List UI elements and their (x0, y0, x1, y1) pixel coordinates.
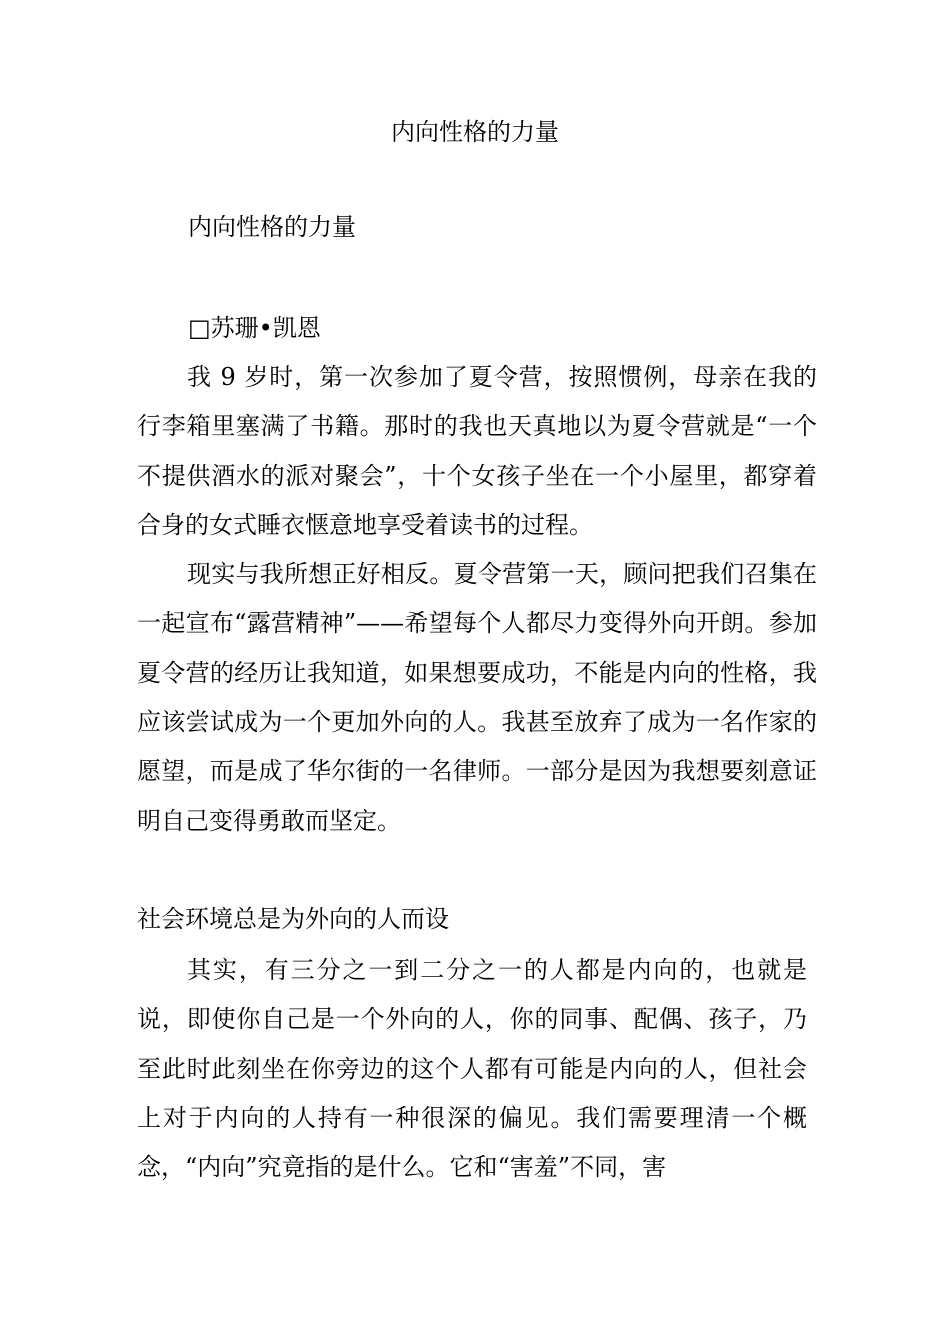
intro-body (137, 353, 817, 846)
document-subtitle: 内向性格的力量 (188, 213, 356, 241)
section-body (137, 946, 807, 1192)
paragraph: 其实，有三分之一到二分之一的人都是内向的，也就是说，即使你自己是一个外向的人，你的同事、配偶、孩子，乃至此时此刻坐在你旁边的这个人都有可能是内向的人，但社会上对于内向的人持有一种很深的偏见。我们需要理清一个概念，“内向”究竟指的是什么。它和“害羞”不同，害 (137, 956, 807, 1182)
paragraph: 我 9 岁时，第一次参加了夏令营，按照惯例，母亲在我的行李箱里塞满了书籍。那时的我也天真地以为夏令营就是“一个不提供酒水的派对聚会”，十个女孩子坐在一个小屋里，都穿着合身的女式睡衣惬意地享受着读书的过程。 (137, 363, 817, 539)
author-line: □苏珊•凯恩 (188, 314, 321, 342)
paragraph: 现实与我所想正好相反。夏令营第一天，顾问把我们召集在一起宣布“露营精神”——希望每个人都尽力变得外向开朗。参加夏令营的经历让我知道，如果想要成功，不能是内向的性格，我应该尝试成为一个更加外向的人。我甚至放弃了成为一名作家的愿望，而是成了华尔街的一名律师。一部分是因为我想要刻意证明自己变得勇敢而坚定。 (137, 560, 817, 835)
section-heading: 社会环境总是为外向的人而设 (137, 905, 449, 933)
document-title: 内向性格的力量 (391, 118, 559, 146)
